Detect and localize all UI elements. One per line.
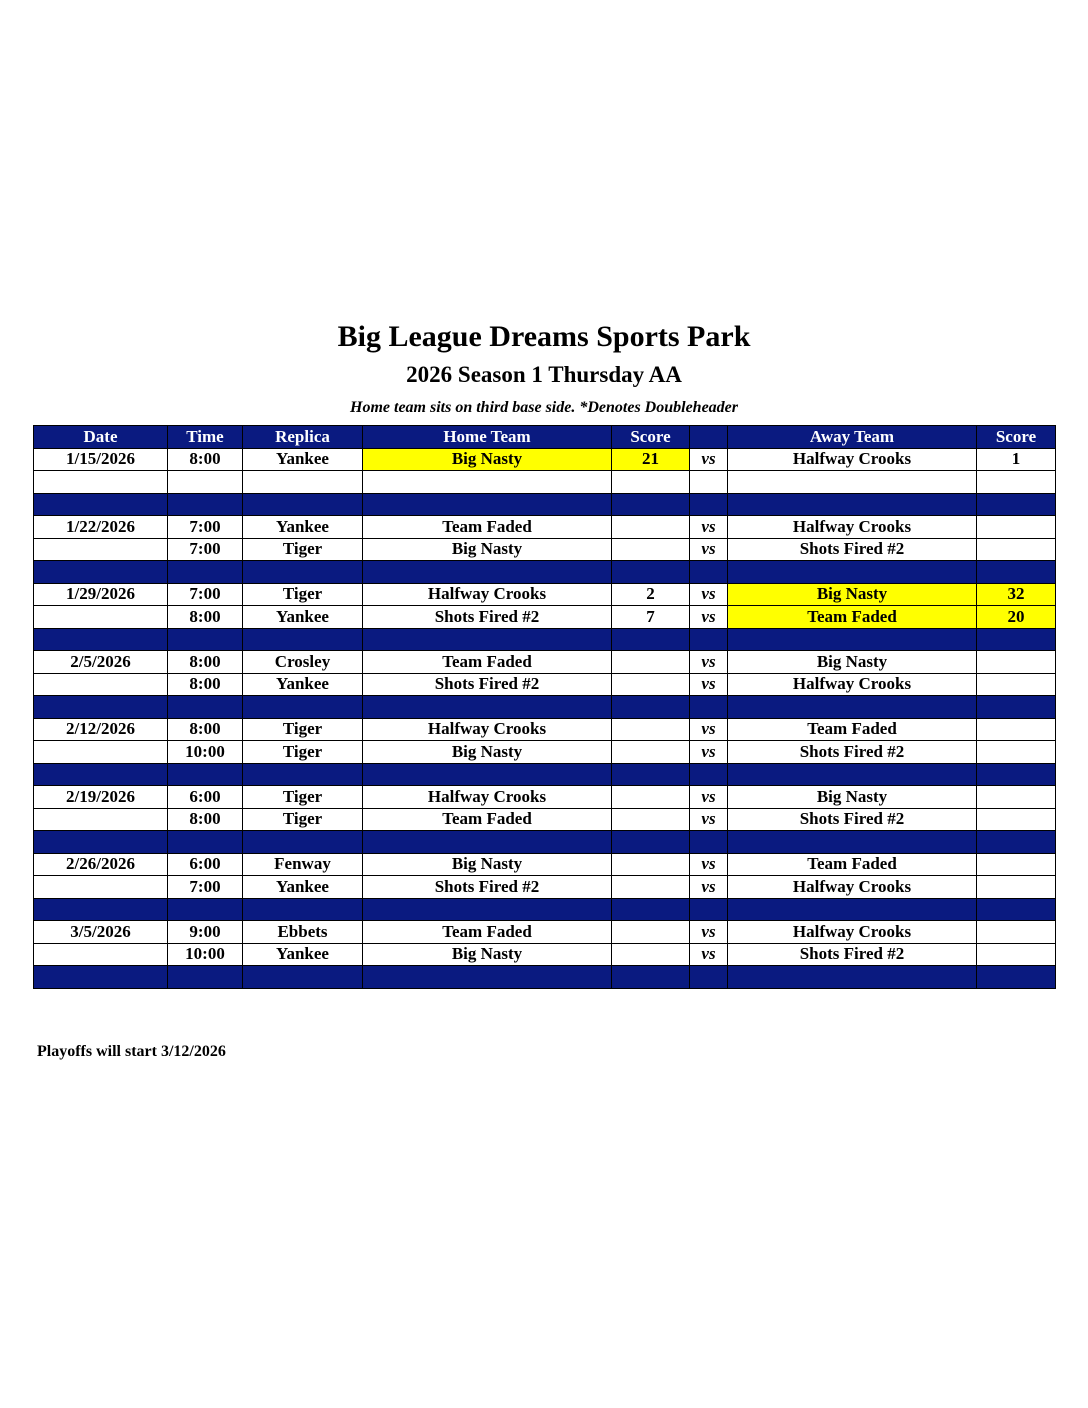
- replica-cell: [243, 471, 363, 494]
- time-cell: 10:00: [168, 741, 243, 764]
- away-team-cell: Team Faded: [728, 853, 977, 876]
- vs-cell: vs: [690, 741, 728, 764]
- game-row: [34, 808, 1056, 831]
- vs-cell: vs: [690, 583, 728, 606]
- column-header-away-team: Away Team: [728, 426, 977, 449]
- home-score-cell: [612, 876, 690, 899]
- vs-cell: vs: [690, 718, 728, 741]
- time-cell: 7:00: [168, 876, 243, 899]
- away-team-cell: [728, 898, 977, 921]
- date-cell: 1/29/2026: [34, 583, 168, 606]
- time-cell: 10:00: [168, 943, 243, 966]
- date-cell: [34, 561, 168, 584]
- home-score-cell: [612, 921, 690, 944]
- away-score-cell: [977, 651, 1056, 674]
- home-team-cell: [363, 493, 612, 516]
- home-score-cell: [612, 966, 690, 989]
- time-cell: 6:00: [168, 853, 243, 876]
- replica-cell: [243, 831, 363, 854]
- time-cell: 7:00: [168, 583, 243, 606]
- vs-cell: [690, 696, 728, 719]
- replica-cell: Tiger: [243, 583, 363, 606]
- game-row: [34, 921, 1056, 944]
- date-cell: 3/5/2026: [34, 921, 168, 944]
- home-team-cell: Team Faded: [363, 651, 612, 674]
- home-team-cell: Shots Fired #2: [363, 876, 612, 899]
- away-team-cell: Big Nasty: [728, 651, 977, 674]
- home-score-cell: [612, 538, 690, 561]
- date-cell: [34, 898, 168, 921]
- time-cell: [168, 898, 243, 921]
- blank-row: [34, 471, 1056, 494]
- game-row: [34, 606, 1056, 629]
- home-score-cell: 7: [612, 606, 690, 629]
- replica-cell: Tiger: [243, 538, 363, 561]
- replica-cell: Yankee: [243, 943, 363, 966]
- home-team-cell: [363, 898, 612, 921]
- schedule-body: [34, 448, 1056, 988]
- vs-cell: [690, 966, 728, 989]
- vs-cell: [690, 763, 728, 786]
- time-cell: 7:00: [168, 516, 243, 539]
- date-cell: 2/26/2026: [34, 853, 168, 876]
- home-team-cell: Halfway Crooks: [363, 718, 612, 741]
- home-team-cell: [363, 561, 612, 584]
- separator-row: [34, 831, 1056, 854]
- away-team-cell: Halfway Crooks: [728, 448, 977, 471]
- away-team-cell: [728, 471, 977, 494]
- game-row: [34, 516, 1056, 539]
- time-cell: [168, 763, 243, 786]
- date-cell: [34, 966, 168, 989]
- home-team-cell: [363, 831, 612, 854]
- schedule-note: Home team sits on third base side. *Denotes Doubleheader: [350, 399, 738, 416]
- home-team-cell: Big Nasty: [363, 741, 612, 764]
- replica-cell: Ebbets: [243, 921, 363, 944]
- away-team-cell: Halfway Crooks: [728, 673, 977, 696]
- away-team-cell: [728, 628, 977, 651]
- replica-cell: [243, 561, 363, 584]
- date-cell: [34, 763, 168, 786]
- home-team-cell: Team Faded: [363, 921, 612, 944]
- home-team-cell: Shots Fired #2: [363, 606, 612, 629]
- vs-cell: [690, 493, 728, 516]
- game-row: [34, 651, 1056, 674]
- away-team-cell: [728, 831, 977, 854]
- away-team-cell: Halfway Crooks: [728, 516, 977, 539]
- home-score-cell: 21: [612, 448, 690, 471]
- home-score-cell: [612, 786, 690, 809]
- replica-cell: Crosley: [243, 651, 363, 674]
- time-cell: [168, 696, 243, 719]
- separator-row: [34, 898, 1056, 921]
- away-score-cell: [977, 561, 1056, 584]
- column-header-away-score: Score: [977, 426, 1056, 449]
- away-team-cell: [728, 696, 977, 719]
- game-row: [34, 673, 1056, 696]
- home-score-cell: [612, 763, 690, 786]
- away-score-cell: [977, 853, 1056, 876]
- game-row: [34, 583, 1056, 606]
- column-header-home-score: Score: [612, 426, 690, 449]
- away-team-cell: [728, 966, 977, 989]
- date-cell: [34, 673, 168, 696]
- home-team-cell: [363, 763, 612, 786]
- game-row: [34, 876, 1056, 899]
- game-row: [34, 718, 1056, 741]
- vs-cell: vs: [690, 876, 728, 899]
- time-cell: 8:00: [168, 673, 243, 696]
- home-team-cell: Shots Fired #2: [363, 673, 612, 696]
- time-cell: [168, 493, 243, 516]
- vs-cell: vs: [690, 651, 728, 674]
- replica-cell: [243, 898, 363, 921]
- home-score-cell: [612, 673, 690, 696]
- game-row: [34, 943, 1056, 966]
- away-team-cell: Shots Fired #2: [728, 538, 977, 561]
- date-cell: [34, 943, 168, 966]
- replica-cell: Yankee: [243, 448, 363, 471]
- home-score-cell: [612, 943, 690, 966]
- time-cell: 8:00: [168, 448, 243, 471]
- separator-row: [34, 561, 1056, 584]
- date-cell: [34, 628, 168, 651]
- separator-row: [34, 966, 1056, 989]
- column-header-time: Time: [168, 426, 243, 449]
- time-cell: [168, 628, 243, 651]
- away-team-cell: Halfway Crooks: [728, 921, 977, 944]
- replica-cell: Fenway: [243, 853, 363, 876]
- away-score-cell: [977, 966, 1056, 989]
- game-row: [34, 741, 1056, 764]
- vs-cell: vs: [690, 606, 728, 629]
- home-score-cell: [612, 808, 690, 831]
- home-score-cell: [612, 651, 690, 674]
- away-score-cell: 20: [977, 606, 1056, 629]
- time-cell: 8:00: [168, 651, 243, 674]
- away-score-cell: 32: [977, 583, 1056, 606]
- away-score-cell: [977, 763, 1056, 786]
- away-score-cell: [977, 831, 1056, 854]
- home-team-cell: [363, 966, 612, 989]
- replica-cell: [243, 966, 363, 989]
- vs-cell: [690, 628, 728, 651]
- date-cell: 1/15/2026: [34, 448, 168, 471]
- home-score-cell: [612, 853, 690, 876]
- replica-cell: [243, 493, 363, 516]
- home-score-cell: [612, 696, 690, 719]
- replica-cell: Tiger: [243, 808, 363, 831]
- away-team-cell: [728, 763, 977, 786]
- date-cell: 2/19/2026: [34, 786, 168, 809]
- away-team-cell: [728, 561, 977, 584]
- column-header-vs: [690, 426, 728, 449]
- home-score-cell: [612, 493, 690, 516]
- time-cell: 9:00: [168, 921, 243, 944]
- away-score-cell: [977, 493, 1056, 516]
- home-team-cell: Halfway Crooks: [363, 583, 612, 606]
- page-subtitle: 2026 Season 1 Thursday AA: [406, 362, 682, 387]
- home-team-cell: Big Nasty: [363, 538, 612, 561]
- away-score-cell: [977, 516, 1056, 539]
- replica-cell: Yankee: [243, 876, 363, 899]
- away-score-cell: [977, 741, 1056, 764]
- header-row: [34, 426, 1056, 449]
- time-cell: 7:00: [168, 538, 243, 561]
- replica-cell: [243, 696, 363, 719]
- date-cell: [34, 538, 168, 561]
- vs-cell: vs: [690, 538, 728, 561]
- date-cell: 1/22/2026: [34, 516, 168, 539]
- time-cell: 6:00: [168, 786, 243, 809]
- separator-row: [34, 763, 1056, 786]
- vs-cell: vs: [690, 853, 728, 876]
- date-cell: 2/5/2026: [34, 651, 168, 674]
- replica-cell: [243, 628, 363, 651]
- date-cell: [34, 876, 168, 899]
- away-team-cell: [728, 493, 977, 516]
- vs-cell: [690, 471, 728, 494]
- away-score-cell: [977, 718, 1056, 741]
- home-team-cell: [363, 628, 612, 651]
- vs-cell: vs: [690, 808, 728, 831]
- game-row: [34, 853, 1056, 876]
- home-score-cell: [612, 516, 690, 539]
- game-row: [34, 448, 1056, 471]
- schedule-table: [33, 425, 1056, 989]
- separator-row: [34, 696, 1056, 719]
- date-cell: [34, 471, 168, 494]
- date-cell: [34, 741, 168, 764]
- vs-cell: vs: [690, 673, 728, 696]
- date-cell: [34, 696, 168, 719]
- home-team-cell: Team Faded: [363, 516, 612, 539]
- home-score-cell: [612, 898, 690, 921]
- away-team-cell: Shots Fired #2: [728, 741, 977, 764]
- away-score-cell: [977, 876, 1056, 899]
- time-cell: 8:00: [168, 808, 243, 831]
- column-header-home-team: Home Team: [363, 426, 612, 449]
- home-score-cell: [612, 831, 690, 854]
- replica-cell: Yankee: [243, 516, 363, 539]
- home-score-cell: [612, 628, 690, 651]
- away-score-cell: [977, 673, 1056, 696]
- away-team-cell: Halfway Crooks: [728, 876, 977, 899]
- home-team-cell: Big Nasty: [363, 853, 612, 876]
- game-row: [34, 538, 1056, 561]
- time-cell: [168, 561, 243, 584]
- time-cell: [168, 831, 243, 854]
- date-cell: 2/12/2026: [34, 718, 168, 741]
- separator-row: [34, 628, 1056, 651]
- time-cell: 8:00: [168, 606, 243, 629]
- vs-cell: vs: [690, 516, 728, 539]
- page-title: Big League Dreams Sports Park: [337, 320, 751, 353]
- away-team-cell: Team Faded: [728, 606, 977, 629]
- replica-cell: Yankee: [243, 606, 363, 629]
- separator-row: [34, 493, 1056, 516]
- away-score-cell: [977, 538, 1056, 561]
- away-score-cell: [977, 696, 1056, 719]
- time-cell: [168, 966, 243, 989]
- date-cell: [34, 831, 168, 854]
- home-score-cell: [612, 741, 690, 764]
- home-team-cell: Big Nasty: [363, 448, 612, 471]
- away-score-cell: [977, 943, 1056, 966]
- away-team-cell: Team Faded: [728, 718, 977, 741]
- away-score-cell: [977, 898, 1056, 921]
- away-score-cell: [977, 471, 1056, 494]
- date-cell: [34, 493, 168, 516]
- date-cell: [34, 606, 168, 629]
- home-team-cell: Big Nasty: [363, 943, 612, 966]
- vs-cell: vs: [690, 448, 728, 471]
- away-score-cell: [977, 921, 1056, 944]
- away-team-cell: Big Nasty: [728, 786, 977, 809]
- home-team-cell: Team Faded: [363, 808, 612, 831]
- game-row: [34, 786, 1056, 809]
- home-team-cell: [363, 471, 612, 494]
- replica-cell: [243, 763, 363, 786]
- vs-cell: [690, 831, 728, 854]
- away-team-cell: Shots Fired #2: [728, 943, 977, 966]
- away-score-cell: 1: [977, 448, 1056, 471]
- away-team-cell: Shots Fired #2: [728, 808, 977, 831]
- vs-cell: vs: [690, 921, 728, 944]
- vs-cell: [690, 561, 728, 584]
- away-team-cell: Big Nasty: [728, 583, 977, 606]
- away-score-cell: [977, 628, 1056, 651]
- time-cell: 8:00: [168, 718, 243, 741]
- replica-cell: Tiger: [243, 718, 363, 741]
- replica-cell: Yankee: [243, 673, 363, 696]
- time-cell: [168, 471, 243, 494]
- away-score-cell: [977, 786, 1056, 809]
- replica-cell: Tiger: [243, 741, 363, 764]
- playoffs-note: Playoffs will start 3/12/2026: [37, 1043, 226, 1060]
- vs-cell: vs: [690, 786, 728, 809]
- vs-cell: [690, 898, 728, 921]
- column-header-date: Date: [34, 426, 168, 449]
- home-score-cell: [612, 561, 690, 584]
- home-score-cell: 2: [612, 583, 690, 606]
- column-header-replica: Replica: [243, 426, 363, 449]
- replica-cell: Tiger: [243, 786, 363, 809]
- home-score-cell: [612, 718, 690, 741]
- vs-cell: vs: [690, 943, 728, 966]
- home-team-cell: [363, 696, 612, 719]
- home-score-cell: [612, 471, 690, 494]
- date-cell: [34, 808, 168, 831]
- away-score-cell: [977, 808, 1056, 831]
- home-team-cell: Halfway Crooks: [363, 786, 612, 809]
